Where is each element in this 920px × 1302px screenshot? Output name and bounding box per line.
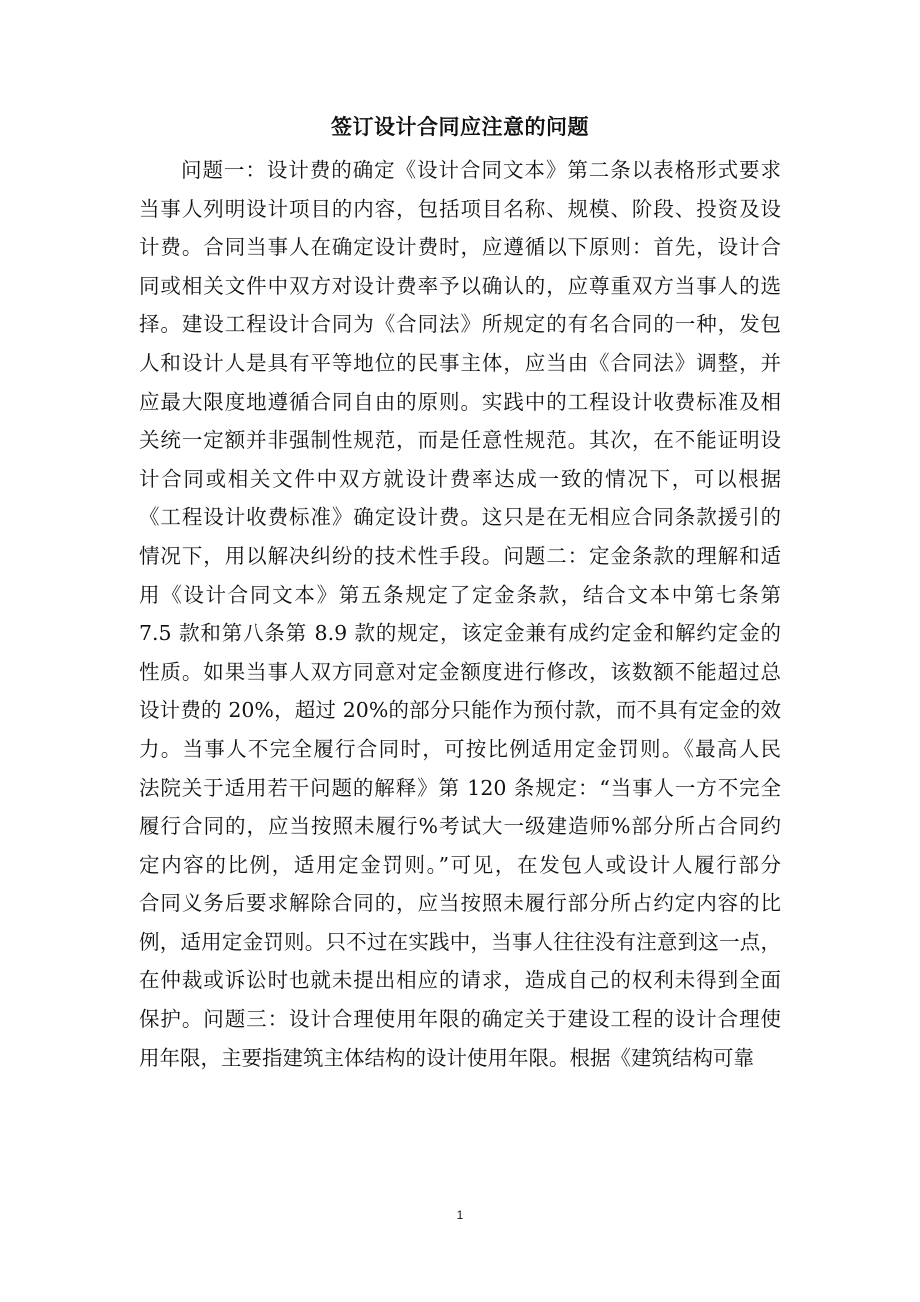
text-line: 关统一定额并非强制性规范，而是任意性规范。其次，在不能证明设 xyxy=(139,428,781,453)
text-line: 定内容的比例，适用定金罚则。”可见，在发包人或设计人履行部分 xyxy=(139,852,781,877)
text-line: 用《设计合同文本》第五条规定了定金条款，结合文本中第七条第 xyxy=(139,582,781,607)
text-line: 择。建设工程设计合同为《合同法》所规定的有名合同的一种，发包 xyxy=(139,312,781,337)
text-line: 《工程设计收费标准》确定设计费。这只是在无相应合同条款援引的 xyxy=(139,505,781,530)
text-line: 问题一：设计费的确定《设计合同文本》第二条以表格形式要求 xyxy=(181,158,781,182)
page-title: 签订设计合同应注意的问题 xyxy=(331,114,589,139)
text-line: 应最大限度地遵循合同自由的原则。实践中的工程设计收费标准及相 xyxy=(139,389,781,414)
body-text xyxy=(139,151,781,1077)
text-line: 履行合同的，应当按照未履行%考试大一级建造师%部分所占合同约 xyxy=(139,814,781,839)
text-line: 计合同或相关文件中双方就设计费率达成一致的情况下，可以根据 xyxy=(139,466,781,491)
text-line: 设计费的 20%，超过 20%的部分只能作为预付款，而不具有定金的效 xyxy=(139,698,781,723)
text-line: 力。当事人不完全履行合同时，可按比例适用定金罚则。《最高人民 xyxy=(139,736,781,761)
text-line: 计费。合同当事人在确定设计费时，应遵循以下原则：首先，设计合 xyxy=(139,235,781,260)
text-line: 人和设计人是具有平等地位的民事主体，应当由《合同法》调整，并 xyxy=(139,350,781,375)
text-line: 当事人列明设计项目的内容，包括项目名称、规模、阶段、投资及设 xyxy=(139,196,781,221)
text-line: 用年限，主要指建筑主体结构的设计使用年限。根据《建筑结构可靠 xyxy=(139,1045,754,1070)
text-line: 同或相关文件中双方对设计费率予以确认的，应尊重双方当事人的选 xyxy=(139,273,781,298)
text-line: 7.5 款和第八条第 8.9 款的规定，该定金兼有成约定金和解约定金的 xyxy=(139,621,781,646)
text-line: 法院关于适用若干问题的解释》第 120 条规定：“当事人一方不完全 xyxy=(139,775,781,800)
text-line: 例，适用定金罚则。只不过在实践中，当事人往往没有注意到这一点， xyxy=(139,929,781,954)
text-line: 情况下，用以解决纠纷的技术性手段。问题二：定金条款的理解和适 xyxy=(139,543,781,568)
text-line: 合同义务后要求解除合同的，应当按照未履行部分所占约定内容的比 xyxy=(139,891,781,916)
page-number: 1 xyxy=(456,1208,464,1222)
text-line: 性质。如果当事人双方同意对定金额度进行修改，该数额不能超过总 xyxy=(139,659,781,684)
text-line: 在仲裁或诉讼时也就未提出相应的请求，造成自己的权利未得到全面 xyxy=(139,968,781,993)
text-line: 保护。问题三：设计合理使用年限的确定关于建设工程的设计合理使 xyxy=(139,1007,781,1032)
